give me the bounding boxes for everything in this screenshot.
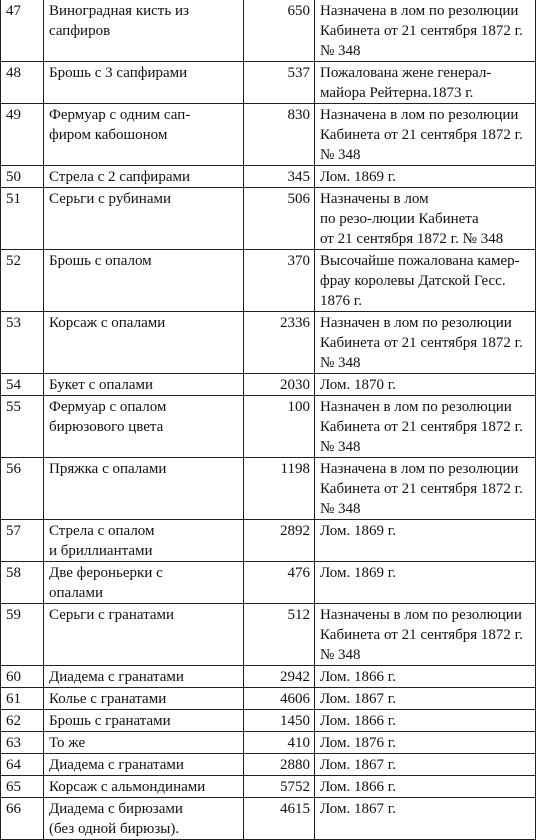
table-row <box>1 604 536 666</box>
row-number-cell: 55 <box>1 396 44 458</box>
table-row <box>1 458 536 520</box>
item-name-cell: Виноградная кисть из сапфиров <box>44 0 244 62</box>
item-name-cell: Брошь с опалом <box>44 250 244 312</box>
item-note-cell: Лом. 1867 г. <box>315 798 536 840</box>
table-row <box>1 166 536 188</box>
item-name-cell: Диадема с бирюзами (без одной бирюзы). <box>44 798 244 840</box>
item-name-cell: То же <box>44 732 244 754</box>
item-note-cell: Лом. 1869 г. <box>315 166 536 188</box>
item-value-cell: 537 <box>244 62 315 104</box>
table-row <box>1 776 536 798</box>
table-row <box>1 732 536 754</box>
item-name-cell: Серьги с гранатами <box>44 604 244 666</box>
item-name-cell: Брошь с 3 сапфирами <box>44 62 244 104</box>
item-name-cell: Две фероньерки с опалами <box>44 562 244 604</box>
table-row <box>1 688 536 710</box>
table-row <box>1 396 536 458</box>
item-value-cell: 2030 <box>244 374 315 396</box>
row-number-cell: 56 <box>1 458 44 520</box>
table-body <box>1 0 536 840</box>
table-row <box>1 374 536 396</box>
item-note-cell: Лом. 1867 г. <box>315 754 536 776</box>
row-number-cell: 50 <box>1 166 44 188</box>
table-row <box>1 798 536 840</box>
item-name-cell: Колье с гранатами <box>44 688 244 710</box>
item-note-cell: Лом. 1869 г. <box>315 520 536 562</box>
table-row <box>1 754 536 776</box>
item-value-cell: 2880 <box>244 754 315 776</box>
item-name-cell: Корсаж с альмондинами <box>44 776 244 798</box>
table-row <box>1 0 536 62</box>
item-note-cell: Назначена в лом по резолюции Кабинета от 21 сентября 1872 г. № 348 <box>315 0 536 62</box>
item-name-cell: Стрела с 2 сапфирами <box>44 166 244 188</box>
item-value-cell: 4615 <box>244 798 315 840</box>
row-number-cell: 49 <box>1 104 44 166</box>
item-value-cell: 1198 <box>244 458 315 520</box>
item-note-cell: Лом. 1869 г. <box>315 562 536 604</box>
item-value-cell: 100 <box>244 396 315 458</box>
row-number-cell: 48 <box>1 62 44 104</box>
item-value-cell: 345 <box>244 166 315 188</box>
item-note-cell: Назначен в лом по резолюции Кабинета от 21 сентября 1872 г. № 348 <box>315 312 536 374</box>
table-row <box>1 520 536 562</box>
row-number-cell: 63 <box>1 732 44 754</box>
row-number-cell: 57 <box>1 520 44 562</box>
item-note-cell: Лом. 1870 г. <box>315 374 536 396</box>
item-name-cell: Брошь с гранатами <box>44 710 244 732</box>
item-note-cell: Назначена в лом по резолюции Кабинета от 21 сентября 1872 г. № 348 <box>315 104 536 166</box>
item-value-cell: 650 <box>244 0 315 62</box>
item-name-cell: Диадема с гранатами <box>44 754 244 776</box>
item-note-cell: Пожалована жене генерал- майора Рейтерна.1873 г. <box>315 62 536 104</box>
row-number-cell: 59 <box>1 604 44 666</box>
row-number-cell: 58 <box>1 562 44 604</box>
table-row <box>1 666 536 688</box>
item-note-cell: Высочайше пожалована камер- фрау королевы Датской Гесс. 1876 г. <box>315 250 536 312</box>
table-row <box>1 188 536 250</box>
table-row <box>1 104 536 166</box>
item-name-cell: Пряжка с опалами <box>44 458 244 520</box>
table-row <box>1 312 536 374</box>
item-value-cell: 5752 <box>244 776 315 798</box>
table-row <box>1 710 536 732</box>
item-value-cell: 410 <box>244 732 315 754</box>
row-number-cell: 62 <box>1 710 44 732</box>
item-name-cell: Фермуар с опалом бирюзового цвета <box>44 396 244 458</box>
item-note-cell: Лом. 1867 г. <box>315 688 536 710</box>
row-number-cell: 54 <box>1 374 44 396</box>
item-name-cell: Серьги с рубинами <box>44 188 244 250</box>
item-note-cell: Назначены в лом по резо-люции Кабинета от 21 сентября 1872 г. № 348 <box>315 188 536 250</box>
row-number-cell: 61 <box>1 688 44 710</box>
item-note-cell: Лом. 1866 г. <box>315 710 536 732</box>
item-name-cell: Стрела с опалом и бриллиантами <box>44 520 244 562</box>
item-name-cell: Диадема с гранатами <box>44 666 244 688</box>
row-number-cell: 51 <box>1 188 44 250</box>
item-value-cell: 476 <box>244 562 315 604</box>
item-value-cell: 1450 <box>244 710 315 732</box>
item-value-cell: 370 <box>244 250 315 312</box>
row-number-cell: 65 <box>1 776 44 798</box>
item-note-cell: Лом. 1866 г. <box>315 666 536 688</box>
item-value-cell: 512 <box>244 604 315 666</box>
table-row <box>1 562 536 604</box>
table-row <box>1 250 536 312</box>
item-note-cell: Лом. 1876 г. <box>315 732 536 754</box>
item-value-cell: 4606 <box>244 688 315 710</box>
row-number-cell: 66 <box>1 798 44 840</box>
item-note-cell: Назначен в лом по резолюции Кабинета от 21 сентября 1872 г. № 348 <box>315 396 536 458</box>
row-number-cell: 53 <box>1 312 44 374</box>
item-value-cell: 2336 <box>244 312 315 374</box>
item-name-cell: Фермуар с одним сап- фиром кабошоном <box>44 104 244 166</box>
item-value-cell: 506 <box>244 188 315 250</box>
item-note-cell: Назначены в лом по резолюции Кабинета от 21 сентября 1872 г. № 348 <box>315 604 536 666</box>
item-value-cell: 830 <box>244 104 315 166</box>
row-number-cell: 64 <box>1 754 44 776</box>
item-value-cell: 2942 <box>244 666 315 688</box>
item-note-cell: Назначена в лом по резолюции Кабинета от 21 сентября 1872 г. № 348 <box>315 458 536 520</box>
item-name-cell: Букет с опалами <box>44 374 244 396</box>
item-name-cell: Корсаж с опалами <box>44 312 244 374</box>
row-number-cell: 60 <box>1 666 44 688</box>
row-number-cell: 47 <box>1 0 44 62</box>
item-value-cell: 2892 <box>244 520 315 562</box>
item-note-cell: Лом. 1866 г. <box>315 776 536 798</box>
row-number-cell: 52 <box>1 250 44 312</box>
table-row <box>1 62 536 104</box>
